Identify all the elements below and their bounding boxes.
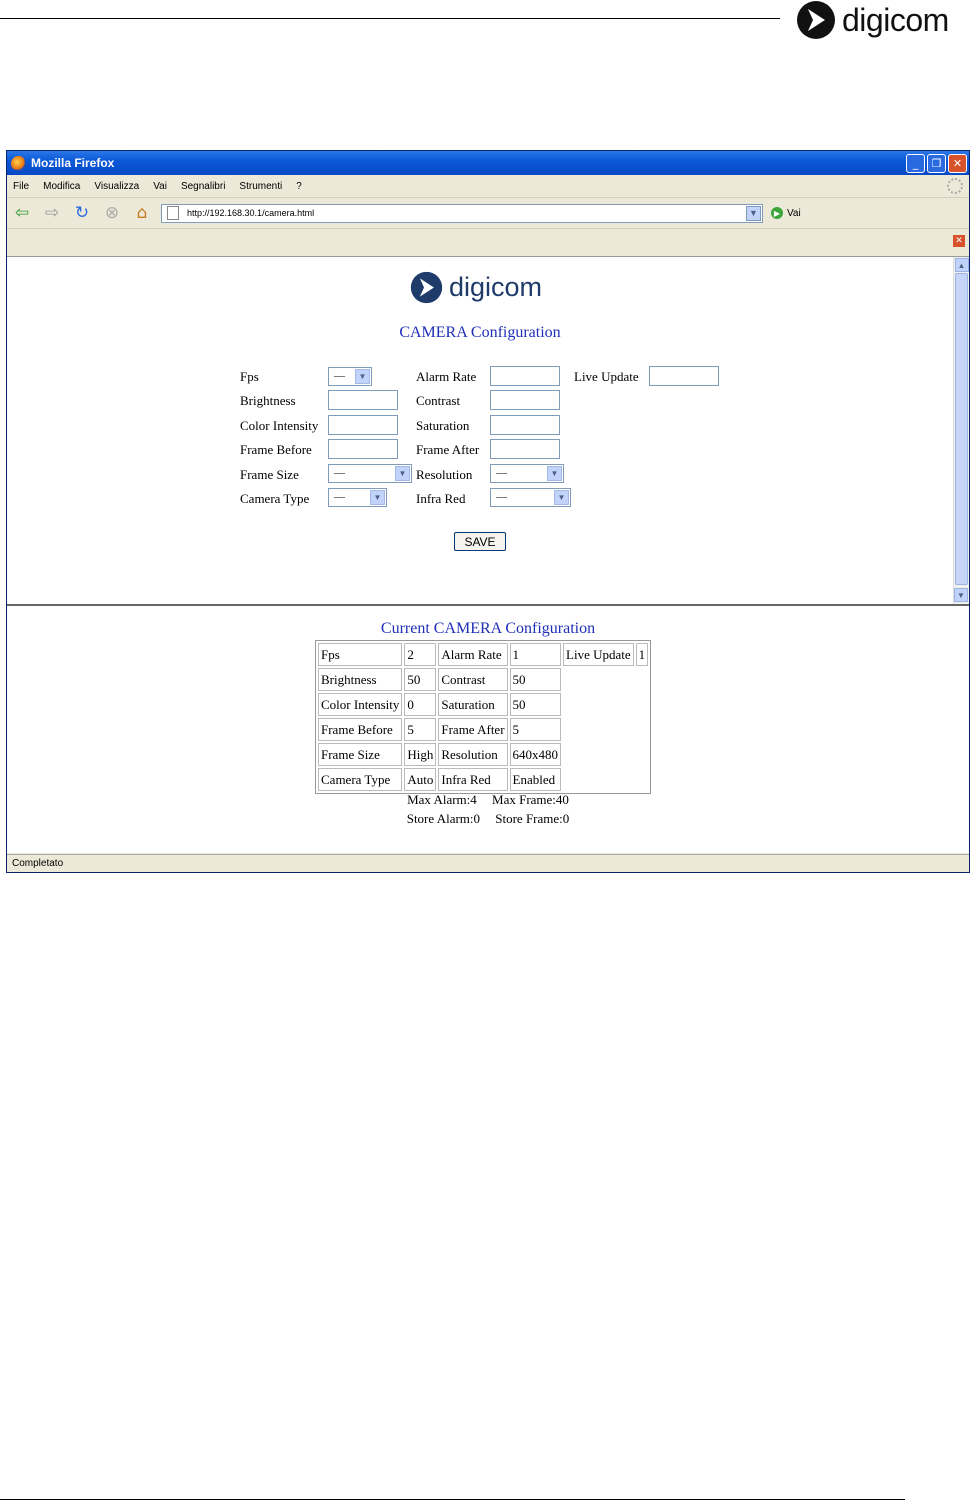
back-icon[interactable]: ⇦ xyxy=(14,203,30,223)
table-row xyxy=(318,768,648,791)
color-intensity-label: Color Intensity xyxy=(240,418,319,433)
table-cell-value: Enabled xyxy=(510,768,562,791)
digicom-logo-icon xyxy=(796,0,836,40)
chevron-down-icon: ▼ xyxy=(395,466,410,481)
page-logo-text: digicom xyxy=(449,272,543,302)
table-cell-label: Color Intensity xyxy=(318,693,402,716)
live-update-input[interactable] xyxy=(649,366,719,386)
table-row xyxy=(318,718,648,741)
brightness-input[interactable] xyxy=(328,390,398,410)
table-cell-label: Alarm Rate xyxy=(438,643,507,666)
menu-vai[interactable]: Vai xyxy=(153,180,167,192)
minimize-button[interactable]: _ xyxy=(906,154,925,173)
table-cell-empty xyxy=(563,718,634,741)
store-stats xyxy=(7,811,969,827)
scrollbar-thumb[interactable] xyxy=(955,273,968,585)
frame-size-label: Frame Size xyxy=(240,467,299,482)
table-cell-value: 1 xyxy=(636,643,649,666)
table-cell-value: 5 xyxy=(404,718,436,741)
frame-before-input[interactable] xyxy=(328,439,398,459)
window-title: Mozilla Firefox xyxy=(31,156,115,170)
throbber-icon xyxy=(947,178,963,194)
table-cell-empty xyxy=(636,693,649,716)
table-cell-value: 640x480 xyxy=(510,743,562,766)
chevron-down-icon: ▼ xyxy=(554,490,569,505)
notification-bar xyxy=(7,229,969,253)
save-button[interactable]: SAVE xyxy=(454,532,506,551)
camera-type-label: Camera Type xyxy=(240,491,310,506)
table-row xyxy=(318,743,648,766)
table-cell-value: 50 xyxy=(404,668,436,691)
menu-visualizza[interactable]: Visualizza xyxy=(94,180,140,192)
firefox-icon xyxy=(11,156,26,171)
title-bar xyxy=(7,151,969,175)
max-alarm: Max Alarm:4 xyxy=(407,792,477,807)
reload-icon[interactable]: ↻ xyxy=(74,203,90,223)
table-cell-value: 2 xyxy=(404,643,436,666)
table-cell-value: 5 xyxy=(510,718,562,741)
table-row xyxy=(318,643,648,666)
store-frame: Store Frame:0 xyxy=(495,811,570,826)
navigation-toolbar xyxy=(7,198,969,229)
frame-size-select[interactable]: — ▼ xyxy=(328,464,412,483)
page-logo-icon xyxy=(410,271,443,304)
footer-rule xyxy=(0,1499,905,1500)
table-cell-value: 50 xyxy=(510,668,562,691)
page-logo xyxy=(410,271,542,304)
fps-label: Fps xyxy=(240,369,259,384)
store-alarm: Store Alarm:0 xyxy=(406,811,481,826)
chevron-down-icon: ▼ xyxy=(370,490,385,505)
table-cell-label: Resolution xyxy=(438,743,507,766)
table-cell-empty xyxy=(563,768,634,791)
saturation-label: Saturation xyxy=(416,418,470,433)
frame-after-label: Frame After xyxy=(416,442,480,457)
url-dropdown-icon[interactable]: ▼ xyxy=(746,206,761,221)
table-cell-value: 0 xyxy=(404,693,436,716)
close-button[interactable]: ✕ xyxy=(948,154,967,173)
stop-icon[interactable]: ⊗ xyxy=(104,203,120,223)
url-text[interactable]: http://192.168.30.1/camera.html xyxy=(187,208,315,218)
current-config-title: Current CAMERA Configuration xyxy=(380,620,596,637)
table-cell-label: Camera Type xyxy=(318,768,402,791)
max-stats xyxy=(7,792,969,808)
table-cell-empty xyxy=(636,768,649,791)
chevron-down-icon: ▼ xyxy=(355,369,370,384)
page-icon xyxy=(167,206,179,220)
address-bar[interactable] xyxy=(161,204,763,223)
alarm-rate-input[interactable] xyxy=(490,366,560,386)
config-title: CAMERA Configuration xyxy=(399,324,561,341)
table-cell-empty xyxy=(636,743,649,766)
brightness-label: Brightness xyxy=(240,393,296,408)
infra-red-label: Infra Red xyxy=(416,491,466,506)
status-bar: Completato xyxy=(7,854,969,872)
max-frame: Max Frame:40 xyxy=(492,792,569,807)
table-cell-label: Brightness xyxy=(318,668,402,691)
color-intensity-input[interactable] xyxy=(328,415,398,435)
table-cell-empty xyxy=(563,743,634,766)
forward-icon[interactable]: ⇨ xyxy=(44,203,60,223)
home-icon[interactable]: ⌂ xyxy=(136,203,148,223)
contrast-label: Contrast xyxy=(416,393,461,408)
contrast-input[interactable] xyxy=(490,390,560,410)
frame-after-input[interactable] xyxy=(490,439,560,459)
resolution-select[interactable]: — ▼ xyxy=(490,464,564,483)
vertical-scrollbar[interactable] xyxy=(953,257,969,604)
table-row xyxy=(318,693,648,716)
table-cell-empty xyxy=(563,668,634,691)
header-rule xyxy=(0,18,780,19)
live-update-label: Live Update xyxy=(574,369,639,384)
scroll-down-icon[interactable]: ▼ xyxy=(954,588,968,602)
chevron-down-icon: ▼ xyxy=(547,466,562,481)
scroll-up-icon[interactable]: ▲ xyxy=(955,258,969,272)
table-cell-value: 1 xyxy=(510,643,562,666)
menu-modifica[interactable]: Modifica xyxy=(43,180,81,192)
table-cell-value: Auto xyxy=(404,768,436,791)
table-cell-value: 50 xyxy=(510,693,562,716)
table-cell-label: Infra Red xyxy=(438,768,507,791)
menu-bar xyxy=(7,175,969,198)
table-cell-label: Frame Size xyxy=(318,743,402,766)
table-row xyxy=(318,668,648,691)
menu-segnalibri[interactable]: Segnalibri xyxy=(180,180,226,192)
table-cell-label: Frame Before xyxy=(318,718,402,741)
go-button[interactable] xyxy=(771,207,801,219)
table-cell-label: Fps xyxy=(318,643,402,666)
menu-file[interactable]: File xyxy=(13,180,30,192)
table-cell-empty xyxy=(636,668,649,691)
digicom-logo xyxy=(796,0,949,40)
table-cell-value: High xyxy=(404,743,436,766)
frame-before-label: Frame Before xyxy=(240,442,312,457)
alarm-rate-label: Alarm Rate xyxy=(416,369,477,384)
firefox-window xyxy=(6,150,970,873)
table-cell-label: Contrast xyxy=(438,668,507,691)
current-config-table xyxy=(315,640,651,794)
table-cell-label: Saturation xyxy=(438,693,507,716)
table-cell-empty xyxy=(563,693,634,716)
go-icon: ▶ xyxy=(771,207,783,219)
config-frame xyxy=(7,256,969,604)
maximize-button[interactable]: ❐ xyxy=(927,154,946,173)
table-cell-label: Live Update xyxy=(563,643,634,666)
digicom-logo-text: digicom xyxy=(842,1,949,38)
camera-type-select[interactable]: — ▼ xyxy=(328,488,387,507)
menu-help[interactable]: ? xyxy=(296,180,302,192)
infra-red-select[interactable]: — ▼ xyxy=(490,488,571,507)
menu-strumenti[interactable]: Strumenti xyxy=(239,180,283,192)
saturation-input[interactable] xyxy=(490,415,560,435)
table-cell-empty xyxy=(636,718,649,741)
resolution-label: Resolution xyxy=(416,467,473,482)
fps-select[interactable]: — ▼ xyxy=(328,367,372,386)
table-cell-label: Frame After xyxy=(438,718,507,741)
go-label: Vai xyxy=(787,207,801,219)
close-bar-icon[interactable]: ✕ xyxy=(953,235,965,247)
current-config-frame xyxy=(7,604,969,853)
